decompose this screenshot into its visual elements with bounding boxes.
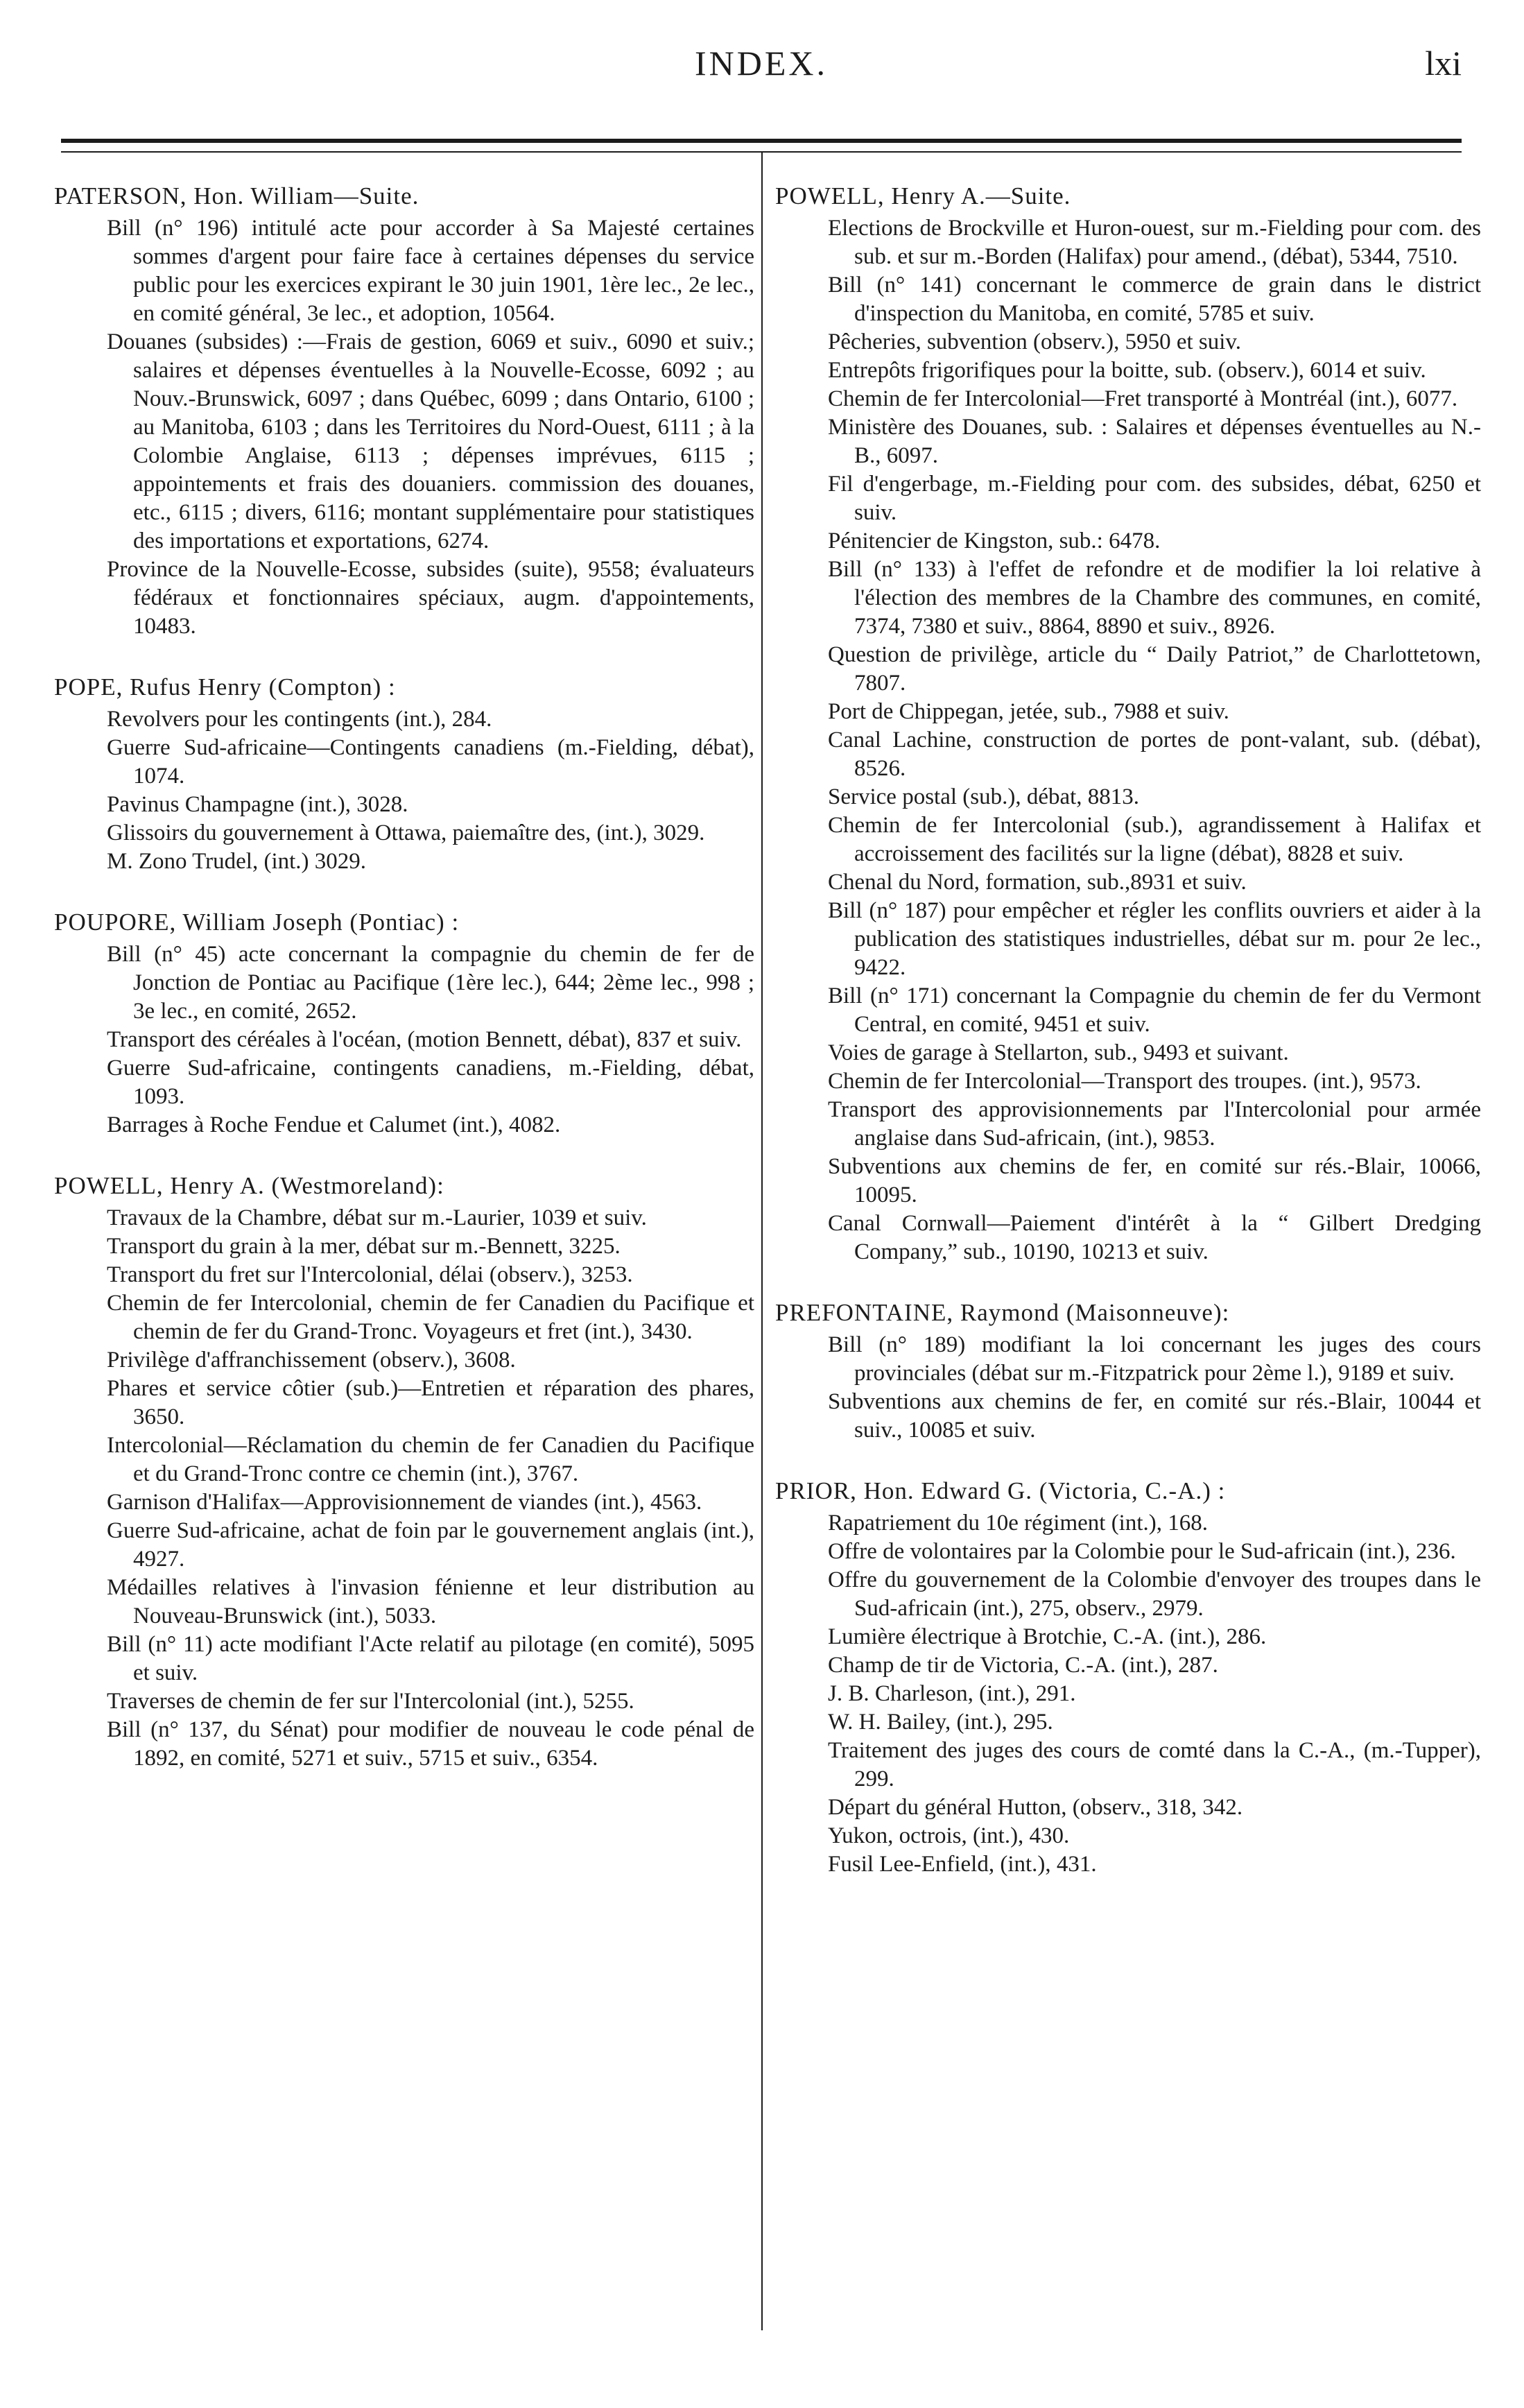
index-entry: Bill (n° 196) intitulé acte pour accorder à Sa Majesté certaines sommes d'argent pour faire face à certaines dépenses du service public pour les exercices expirant le 30 juin 1901, 1ère lec., 2e lec., en comité général, 3e lec., et adoption, 10564. xyxy=(107,216,754,326)
index-heading: PATERSON, Hon. William—Suite. xyxy=(54,182,419,209)
index-section xyxy=(775,1298,1481,1445)
index-entry: Chenal du Nord, formation, sub.,8931 et suiv. xyxy=(828,870,1247,895)
index-entry: Bill (n° 189) modifiant la loi concernant les juges des cours provinciales (débat sur m.-Fitzpatrick pour 2ème l.), 9189 et suiv. xyxy=(828,1332,1481,1386)
index-entry: Traitement des juges des cours de comté dans la C.-A., (m.-Tupper), 299. xyxy=(828,1738,1481,1791)
index-entry: Traverses de chemin de fer sur l'Intercolonial (int.), 5255. xyxy=(107,1689,634,1714)
index-entry: Chemin de fer Intercolonial—Transport des troupes. (int.), 9573. xyxy=(828,1069,1421,1094)
index-entry: Offre du gouvernement de la Colombie d'envoyer des troupes dans le Sud-africain (int.), 275, observ., 2979. xyxy=(828,1567,1481,1621)
index-entry: Lumière électrique à Brotchie, C.-A. (int.), 286. xyxy=(828,1624,1267,1649)
index-section xyxy=(54,1171,754,1773)
index-entry: M. Zono Trudel, (int.) 3029. xyxy=(107,849,367,874)
index-entry: Province de la Nouvelle-Ecosse, subsides (suite), 9558; évaluateurs fédéraux et fonctionnaires spéciaux, augm. d'appointements, 10483. xyxy=(107,557,754,639)
index-entry: Bill (n° 141) concernant le commerce de grain dans le district d'inspection du Manitoba, en comité, 5785 et suiv. xyxy=(828,273,1481,326)
index-entry: Canal Cornwall—Paiement d'intérêt à la “ Gilbert Dredging Company,” sub., 10190, 10213 et suiv. xyxy=(828,1211,1481,1264)
index-entry: Travaux de la Chambre, débat sur m.-Laurier, 1039 et suiv. xyxy=(107,1205,647,1230)
index-section xyxy=(54,182,754,641)
left-column xyxy=(54,182,754,1805)
index-entry: Fil d'engerbage, m.-Fielding pour com. des subsides, débat, 6250 et suiv. xyxy=(828,472,1481,525)
index-entry: Service postal (sub.), débat, 8813. xyxy=(828,784,1140,809)
index-entry: Transport du grain à la mer, débat sur m.-Bennett, 3225. xyxy=(107,1234,621,1259)
index-entry: Chemin de fer Intercolonial—Fret transporté à Montréal (int.), 6077. xyxy=(828,386,1458,411)
index-heading: POWELL, Henry A.—Suite. xyxy=(775,182,1071,209)
index-entry: Subventions aux chemins de fer, en comité sur rés.-Blair, 10044 et suiv., 10085 et suiv. xyxy=(828,1389,1481,1443)
index-entry: Guerre Sud-africaine, achat de foin par le gouvernement anglais (int.), 4927. xyxy=(107,1518,754,1572)
index-entry: Départ du général Hutton, (observ., 318, 342. xyxy=(828,1795,1243,1820)
page-title: INDEX. xyxy=(694,44,829,83)
index-entry: Pénitencier de Kingston, sub.: 6478. xyxy=(828,528,1161,553)
index-entry: Transport du fret sur l'Intercolonial, délai (observ.), 3253. xyxy=(107,1262,633,1287)
index-entry: Privilège d'affranchissement (observ.), 3608. xyxy=(107,1348,516,1373)
index-entry: Canal Lachine, construction de portes de pont-valant, sub. (débat), 8526. xyxy=(828,728,1481,781)
index-entry: Guerre Sud-africaine—Contingents canadiens (m.-Fielding, débat), 1074. xyxy=(107,735,754,789)
index-entry: Bill (n° 137, du Sénat) pour modifier de nouveau le code pénal de 1892, en comité, 5271 et suiv., 5715 et suiv., 6354. xyxy=(107,1717,754,1771)
right-column xyxy=(775,182,1481,1911)
index-entry: Yukon, octrois, (int.), 430. xyxy=(828,1823,1070,1848)
index-heading: PRIOR, Hon. Edward G. (Victoria, C.-A.) : xyxy=(775,1477,1226,1504)
index-entry: Offre de volontaires par la Colombie pour le Sud-africain (int.), 236. xyxy=(828,1539,1456,1564)
header-rule-thick xyxy=(61,139,1462,143)
index-section xyxy=(775,1477,1481,1879)
index-entry: Bill (n° 171) concernant la Compagnie du chemin de fer du Vermont Central, en comité, 9451 et suiv. xyxy=(828,983,1481,1037)
index-entry: Intercolonial—Réclamation du chemin de fer Canadien du Pacifique et du Grand-Tronc contre ce chemin (int.), 3767. xyxy=(107,1433,754,1486)
index-heading: PREFONTAINE, Raymond (Maisonneuve): xyxy=(775,1299,1230,1326)
index-entry: W. H. Bailey, (int.), 295. xyxy=(828,1710,1053,1735)
index-entry: Subventions aux chemins de fer, en comité sur rés.-Blair, 10066, 10095. xyxy=(828,1154,1481,1207)
index-entry: Rapatriement du 10e régiment (int.), 168. xyxy=(828,1511,1209,1536)
index-entry: Fusil Lee-Enfield, (int.), 431. xyxy=(828,1852,1097,1877)
index-entry: Voies de garage à Stellarton, sub., 9493 et suivant. xyxy=(828,1040,1289,1065)
index-entry: Champ de tir de Victoria, C.-A. (int.), 287. xyxy=(828,1653,1218,1678)
index-entry: Transport des céréales à l'océan, (motion Bennett, débat), 837 et suiv. xyxy=(107,1027,742,1052)
index-entry: Pavinus Champagne (int.), 3028. xyxy=(107,792,408,817)
index-entry: Entrepôts frigorifiques pour la boitte, sub. (observ.), 6014 et suiv. xyxy=(828,358,1426,383)
column-divider xyxy=(761,153,763,2330)
index-heading: POUPORE, William Joseph (Pontiac) : xyxy=(54,909,460,936)
index-entry: Ministère des Douanes, sub. : Salaires et dépenses éventuelles au N.-B., 6097. xyxy=(828,415,1481,468)
index-entry: Glissoirs du gouvernement à Ottawa, paiemaître des, (int.), 3029. xyxy=(107,820,705,845)
index-entry: Bill (n° 187) pour empêcher et régler les conflits ouvriers et aider à la publication des statistiques industrielles, débat sur m. pour 2e lec., 9422. xyxy=(828,898,1481,980)
index-entry: Elections de Brockville et Huron-ouest, sur m.-Fielding pour com. des sub. et sur m.-Borden (Halifax) pour amend., (débat), 5344, 7510. xyxy=(828,216,1481,269)
index-entry: Chemin de fer Intercolonial (sub.), agrandissement à Halifax et accroissement des facilités sur la ligne (débat), 8828 et suiv. xyxy=(828,813,1481,866)
index-entry: Barrages à Roche Fendue et Calumet (int.), 4082. xyxy=(107,1112,561,1137)
index-entry: Pêcheries, subvention (observ.), 5950 et suiv. xyxy=(828,329,1242,354)
index-heading: POWELL, Henry A. (Westmoreland): xyxy=(54,1172,444,1199)
index-entry: Chemin de fer Intercolonial, chemin de fer Canadien du Pacifique et chemin de fer du Grand-Tronc. Voyageurs et fret (int.), 3430. xyxy=(107,1291,754,1344)
index-entry: Port de Chippegan, jetée, sub., 7988 et suiv. xyxy=(828,699,1229,724)
index-entry: Transport des approvisionnements par l'Intercolonial pour armée anglaise dans Sud-africain, (int.), 9853. xyxy=(828,1097,1481,1151)
index-entry: Douanes (subsides) :—Frais de gestion, 6069 et suiv., 6090 et suiv.; salaires et dépenses éventuelles à la Nouvelle-Ecosse, 6092 ; au Nouv.-Brunswick, 6097 ; dans Québec, 6099 ; dans Ontario, 6100 ; au Manitoba, 6103 ; dans les Territoires du Nord-Ouest, 6111 ; à la Colombie Anglaise, 6113 ; dépenses imprévues, 6115 ; appointements et frais des douaniers. commission des douanes, etc., 6115 ; divers, 6116; montant supplémentaire pour statistiques des importations et exportations, 6274. xyxy=(107,329,754,553)
page-header xyxy=(61,43,1462,92)
index-entry: Garnison d'Halifax—Approvisionnement de viandes (int.), 4563. xyxy=(107,1490,702,1515)
index-entry: J. B. Charleson, (int.), 291. xyxy=(828,1681,1076,1706)
index-entry: Bill (n° 133) à l'effet de refondre et de modifier la loi relative à l'élection des membres de la Chambre des communes, en comité, 7374, 7380 et suiv., 8864, 8890 et suiv., 8926. xyxy=(828,557,1481,639)
index-section xyxy=(54,908,754,1140)
index-section xyxy=(775,182,1481,1266)
index-entry: Revolvers pour les contingents (int.), 284. xyxy=(107,707,492,732)
index-section xyxy=(54,673,754,876)
page-number: lxi xyxy=(1425,44,1462,83)
index-entry: Médailles relatives à l'invasion fénienne et leur distribution au Nouveau-Brunswick (int.), 5033. xyxy=(107,1575,754,1628)
index-entry: Guerre Sud-africaine, contingents canadiens, m.-Fielding, débat, 1093. xyxy=(107,1056,754,1109)
index-entry: Phares et service côtier (sub.)—Entretien et réparation des phares, 3650. xyxy=(107,1376,754,1429)
index-heading: POPE, Rufus Henry (Compton) : xyxy=(54,673,396,700)
index-entry: Bill (n° 45) acte concernant la compagnie du chemin de fer de Jonction de Pontiac au Pacifique (1ère lec.), 644; 2ème lec., 998 ; 3e lec., en comité, 2652. xyxy=(107,942,754,1024)
index-entry: Question de privilège, article du “ Daily Patriot,” de Charlottetown, 7807. xyxy=(828,642,1481,696)
index-entry: Bill (n° 11) acte modifiant l'Acte relatif au pilotage (en comité), 5095 et suiv. xyxy=(107,1632,754,1685)
